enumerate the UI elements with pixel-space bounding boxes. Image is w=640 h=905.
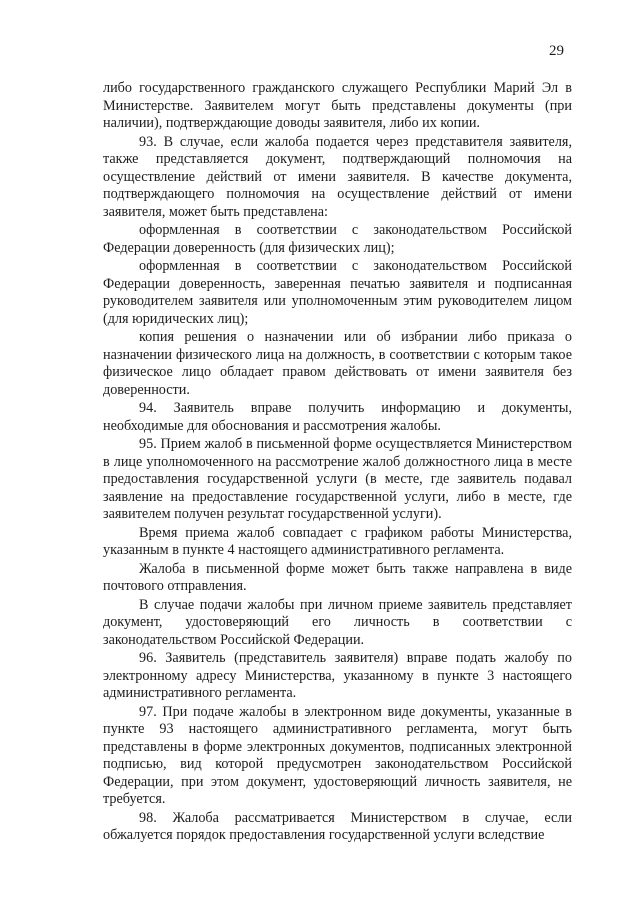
paragraph: копия решения о назначении или об избрании либо приказа о назначении физического лица на должность, в соответствии с которым такое физическое лицо обладает правом действовать от имени заявителя без доверенности. xyxy=(103,329,572,398)
paragraph: 94. Заявитель вправе получить информацию и документы, необходимые для обоснования и рассмотрения жалобы. xyxy=(103,400,572,434)
paragraph: В случае подачи жалобы при личном приеме заявитель представляет документ, удостоверяющий его личность в соответствии с законодательством Российской Федерации. xyxy=(103,596,572,648)
paragraph: 98. Жалоба рассматривается Министерством в случае, если обжалуется порядок предоставления государственной услуги вследствие xyxy=(103,809,572,843)
paragraph: Время приема жалоб совпадает с графиком работы Министерства, указанным в пункте 4 настоящего административного регламента. xyxy=(103,524,572,558)
paragraph: Жалоба в письменной форме может быть также направлена в виде почтового отправления. xyxy=(103,560,572,594)
page-number: 29 xyxy=(549,43,564,59)
paragraph: оформленная в соответствии с законодательством Российской Федерации доверенность, заверенная печатью заявителя и подписанная руководителем заявителя или уполномоченным этим руководителем лицом (для юридических лиц); xyxy=(103,258,572,327)
paragraph: оформленная в соответствии с законодательством Российской Федерации доверенность (для физических лиц); xyxy=(103,222,572,256)
body-text xyxy=(103,80,572,846)
paragraph: либо государственного гражданского служащего Республики Марий Эл в Министерстве. Заявителем могут быть представлены документы (при наличии), подтверждающие доводы заявителя, либо их копии. xyxy=(103,80,572,131)
paragraph: 93. В случае, если жалоба подается через представителя заявителя, также представляется документ, подтверждающий полномочия на осуществление действий от имени заявителя. В качестве документа, подтверждающего полномочия на осуществление действий от имени заявителя, может быть представлена: xyxy=(103,133,572,220)
paragraph: 97. При подаче жалобы в электронном виде документы, указанные в пункте 93 настоящего административного регламента, могут быть представлены в форме электронных документов, подписанных электронной подписью, вид которой предусмотрен законодательством Российской Федерации, при этом документ, удостоверяющий личность заявителя, не требуется. xyxy=(103,703,572,807)
paragraph: 96. Заявитель (представитель заявителя) вправе подать жалобу по электронному адресу Министерства, указанному в пункте 3 настоящего административного регламента. xyxy=(103,650,572,701)
paragraph: 95. Прием жалоб в письменной форме осуществляется Министерством в лице уполномоченного на рассмотрение жалоб должностного лица в месте предоставления государственной услуги (в месте, где заявитель подавал заявление на предоставление государственной услуги, либо в месте, где заявителем получен результат государственной услуги). xyxy=(103,436,572,522)
